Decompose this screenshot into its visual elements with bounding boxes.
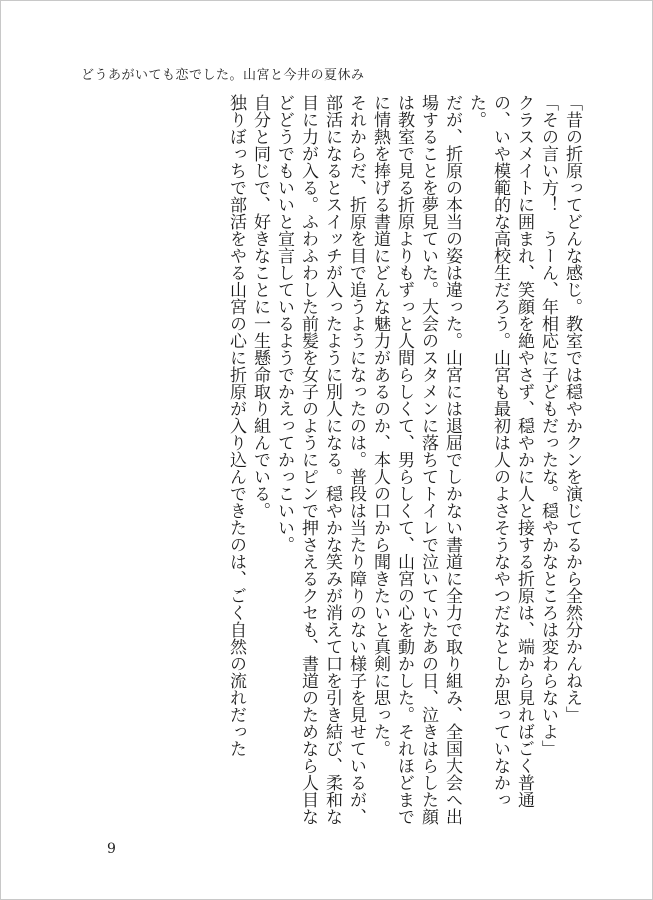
vertical-body-text (104, 94, 584, 834)
paragraph: 自分と同じで、好きなことに一生懸命取り組んでいる。 (250, 94, 270, 519)
paragraph: それからだ、折原を目で追うようになったのは。普段は当たり障りのない様子を見せているが、部活になるとスイッチが入ったように別人になる。穏やかな笑みが消えて口を引き結び、柔和な目に力が入る。ふわふわした前髪を女子のようにピンで押さえるクセも、書道のためなら人目などどうでもいいと宣言しているようでかえってかっこいい。 (274, 94, 366, 825)
running-header-title: どうあがいても恋でした。山宮と今井の夏休み (81, 68, 365, 83)
paragraph: だが、折原の本当の姿は違った。山宮には退屈でしかない書道に全力で取り組み、全国大会へ出場することを夢見ていた。大会のスタメンに落ちてトイレで泣いていたあの日、泣きはらした顔は教室で見る折原よりもずっと人間らしくて、男らしくて、山宮の心を動かした。それほどまでに情熱を捧げる書道にどんな魅力があるのか、本人の口から聞きたいと真剣に思った。 (370, 94, 462, 825)
page-number: 9 (107, 841, 116, 857)
paragraph: 「その言い方！ うーん、年相応に子どもだったな。穏やかなところは変わらないよ」 (538, 94, 558, 757)
paragraph: クラスメイトに囲まれ、笑顔を絶やさず、穏やかに人と接する折原は、端から見ればごく普通の、いや模範的な高校生だろう。山宮も最初は人のよさそうなやつだなとしか思っていなかった。 (466, 94, 534, 808)
paragraph: 独りぼっちで部活をやる山宮の心に折原が入り込んできたのは、ごく自然の流れだった (226, 94, 246, 757)
paragraph: 「昔の折原ってどんな感じ。教室では穏やかクンを演じてるから全然分かんねえ」 (562, 94, 582, 723)
